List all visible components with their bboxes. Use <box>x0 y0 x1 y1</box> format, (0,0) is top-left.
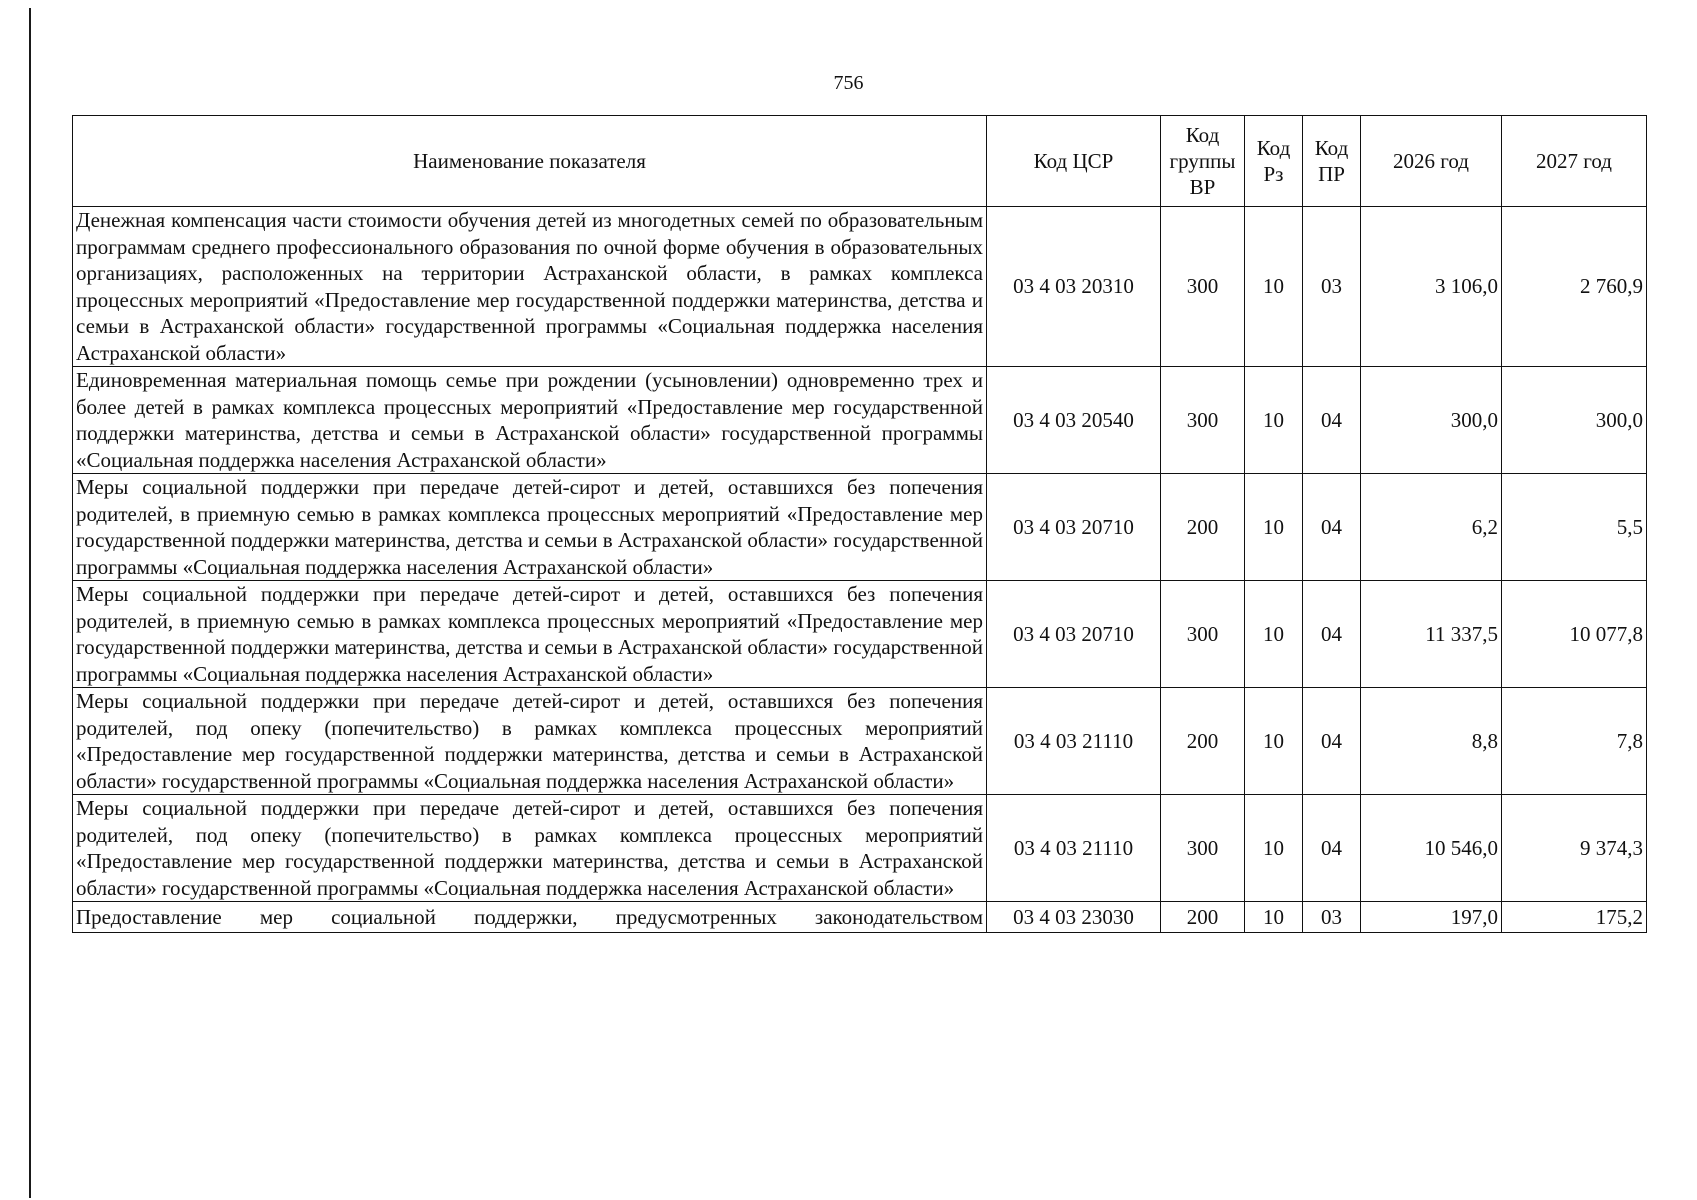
cell-2026: 8,8 <box>1361 688 1502 795</box>
table-row <box>73 474 1647 581</box>
cell-rz: 10 <box>1245 207 1303 367</box>
table-row <box>73 795 1647 902</box>
cell-rz: 10 <box>1245 474 1303 581</box>
header-rz-line: Код <box>1256 136 1291 160</box>
cell-2026: 197,0 <box>1361 902 1502 933</box>
table-body <box>73 207 1647 933</box>
cell-name: Денежная компенсация части стоимости обучения детей из многодетных семей по образовательным программам среднего профессионального образования по очной форме обучения в образовательных организациях, расположенных на территории Астраханской области, в рамках комплекса процессных мероприятий «Предоставление мер государственной поддержки материнства, детства и семьи в Астраханской области» государственной программы «Социальная поддержка населения Астраханской области» <box>73 207 987 367</box>
cell-vr: 300 <box>1161 581 1245 688</box>
table-row <box>73 902 1647 933</box>
cell-vr: 300 <box>1161 367 1245 474</box>
cell-pr: 03 <box>1303 207 1361 367</box>
cell-csr: 03 4 03 20710 <box>987 474 1161 581</box>
table-row <box>73 207 1647 367</box>
table-header <box>73 116 1647 207</box>
cell-csr: 03 4 03 20540 <box>987 367 1161 474</box>
budget-table <box>72 115 1647 933</box>
cell-csr: 03 4 03 23030 <box>987 902 1161 933</box>
cell-rz: 10 <box>1245 688 1303 795</box>
header-vr-line: группы <box>1169 149 1236 173</box>
table-row <box>73 688 1647 795</box>
binding-margin-line <box>29 8 31 1198</box>
header-pr <box>1303 116 1361 207</box>
cell-name: Меры социальной поддержки при передаче детей-сирот и детей, оставшихся без попечения родителей, в приемную семью в рамках комплекса процессных мероприятий «Предоставление мер государственной поддержки материнства, детства и семьи в Астраханской области» государственной программы «Социальная поддержка населения Астраханской области» <box>73 474 987 581</box>
cell-pr: 04 <box>1303 474 1361 581</box>
table-row <box>73 581 1647 688</box>
cell-rz: 10 <box>1245 902 1303 933</box>
cell-2026: 6,2 <box>1361 474 1502 581</box>
cell-2027: 7,8 <box>1502 688 1647 795</box>
header-2026: 2026 год <box>1361 116 1502 207</box>
cell-2026: 10 546,0 <box>1361 795 1502 902</box>
cell-csr: 03 4 03 20710 <box>987 581 1161 688</box>
cell-2027: 2 760,9 <box>1502 207 1647 367</box>
cell-2027: 5,5 <box>1502 474 1647 581</box>
cell-2027: 300,0 <box>1502 367 1647 474</box>
cell-name: Меры социальной поддержки при передаче детей-сирот и детей, оставшихся без попечения родителей, под опеку (попечительство) в рамках комплекса процессных мероприятий «Предоставление мер государственной поддержки материнства, детства и семьи в Астраханской области» государственной программы «Социальная поддержка населения Астраханской области» <box>73 688 987 795</box>
cell-csr: 03 4 03 20310 <box>987 207 1161 367</box>
cell-vr: 200 <box>1161 902 1245 933</box>
header-rz <box>1245 116 1303 207</box>
header-pr-line: ПР <box>1318 162 1345 186</box>
cell-pr: 04 <box>1303 581 1361 688</box>
cell-vr: 300 <box>1161 795 1245 902</box>
cell-2027: 175,2 <box>1502 902 1647 933</box>
header-csr: Код ЦСР <box>987 116 1161 207</box>
cell-pr: 04 <box>1303 688 1361 795</box>
page-number: 756 <box>833 72 864 94</box>
cell-name: Предоставление мер социальной поддержки, предусмотренных законодательством <box>73 902 987 933</box>
table-row <box>73 367 1647 474</box>
cell-csr: 03 4 03 21110 <box>987 688 1161 795</box>
header-pr-line: Код <box>1314 136 1349 160</box>
cell-2026: 300,0 <box>1361 367 1502 474</box>
cell-csr: 03 4 03 21110 <box>987 795 1161 902</box>
header-rz-line: Рз <box>1263 162 1284 186</box>
cell-2027: 9 374,3 <box>1502 795 1647 902</box>
cell-name: Единовременная материальная помощь семье при рождении (усыновлении) одновременно трех и более детей в рамках комплекса процессных мероприятий «Предоставление мер государственной поддержки материнства, детства и семьи в Астраханской области» государственной программы «Социальная поддержка населения Астраханской области» <box>73 367 987 474</box>
cell-2027: 10 077,8 <box>1502 581 1647 688</box>
cell-rz: 10 <box>1245 581 1303 688</box>
header-2027: 2027 год <box>1502 116 1647 207</box>
cell-rz: 10 <box>1245 795 1303 902</box>
cell-name: Меры социальной поддержки при передаче детей-сирот и детей, оставшихся без попечения родителей, под опеку (попечительство) в рамках комплекса процессных мероприятий «Предоставление мер государственной поддержки материнства, детства и семьи в Астраханской области» государственной программы «Социальная поддержка населения Астраханской области» <box>73 795 987 902</box>
header-vr-line: ВР <box>1189 175 1216 199</box>
cell-pr: 04 <box>1303 367 1361 474</box>
cell-rz: 10 <box>1245 367 1303 474</box>
header-vr-line: Код <box>1185 123 1220 147</box>
cell-vr: 200 <box>1161 474 1245 581</box>
header-vr <box>1161 116 1245 207</box>
cell-2026: 11 337,5 <box>1361 581 1502 688</box>
cell-pr: 03 <box>1303 902 1361 933</box>
cell-vr: 300 <box>1161 207 1245 367</box>
cell-2026: 3 106,0 <box>1361 207 1502 367</box>
header-row <box>73 116 1647 207</box>
cell-name: Меры социальной поддержки при передаче детей-сирот и детей, оставшихся без попечения родителей, в приемную семью в рамках комплекса процессных мероприятий «Предоставление мер государственной поддержки материнства, детства и семьи в Астраханской области» государственной программы «Социальная поддержка населения Астраханской области» <box>73 581 987 688</box>
header-name: Наименование показателя <box>73 116 987 207</box>
cell-vr: 200 <box>1161 688 1245 795</box>
cell-pr: 04 <box>1303 795 1361 902</box>
